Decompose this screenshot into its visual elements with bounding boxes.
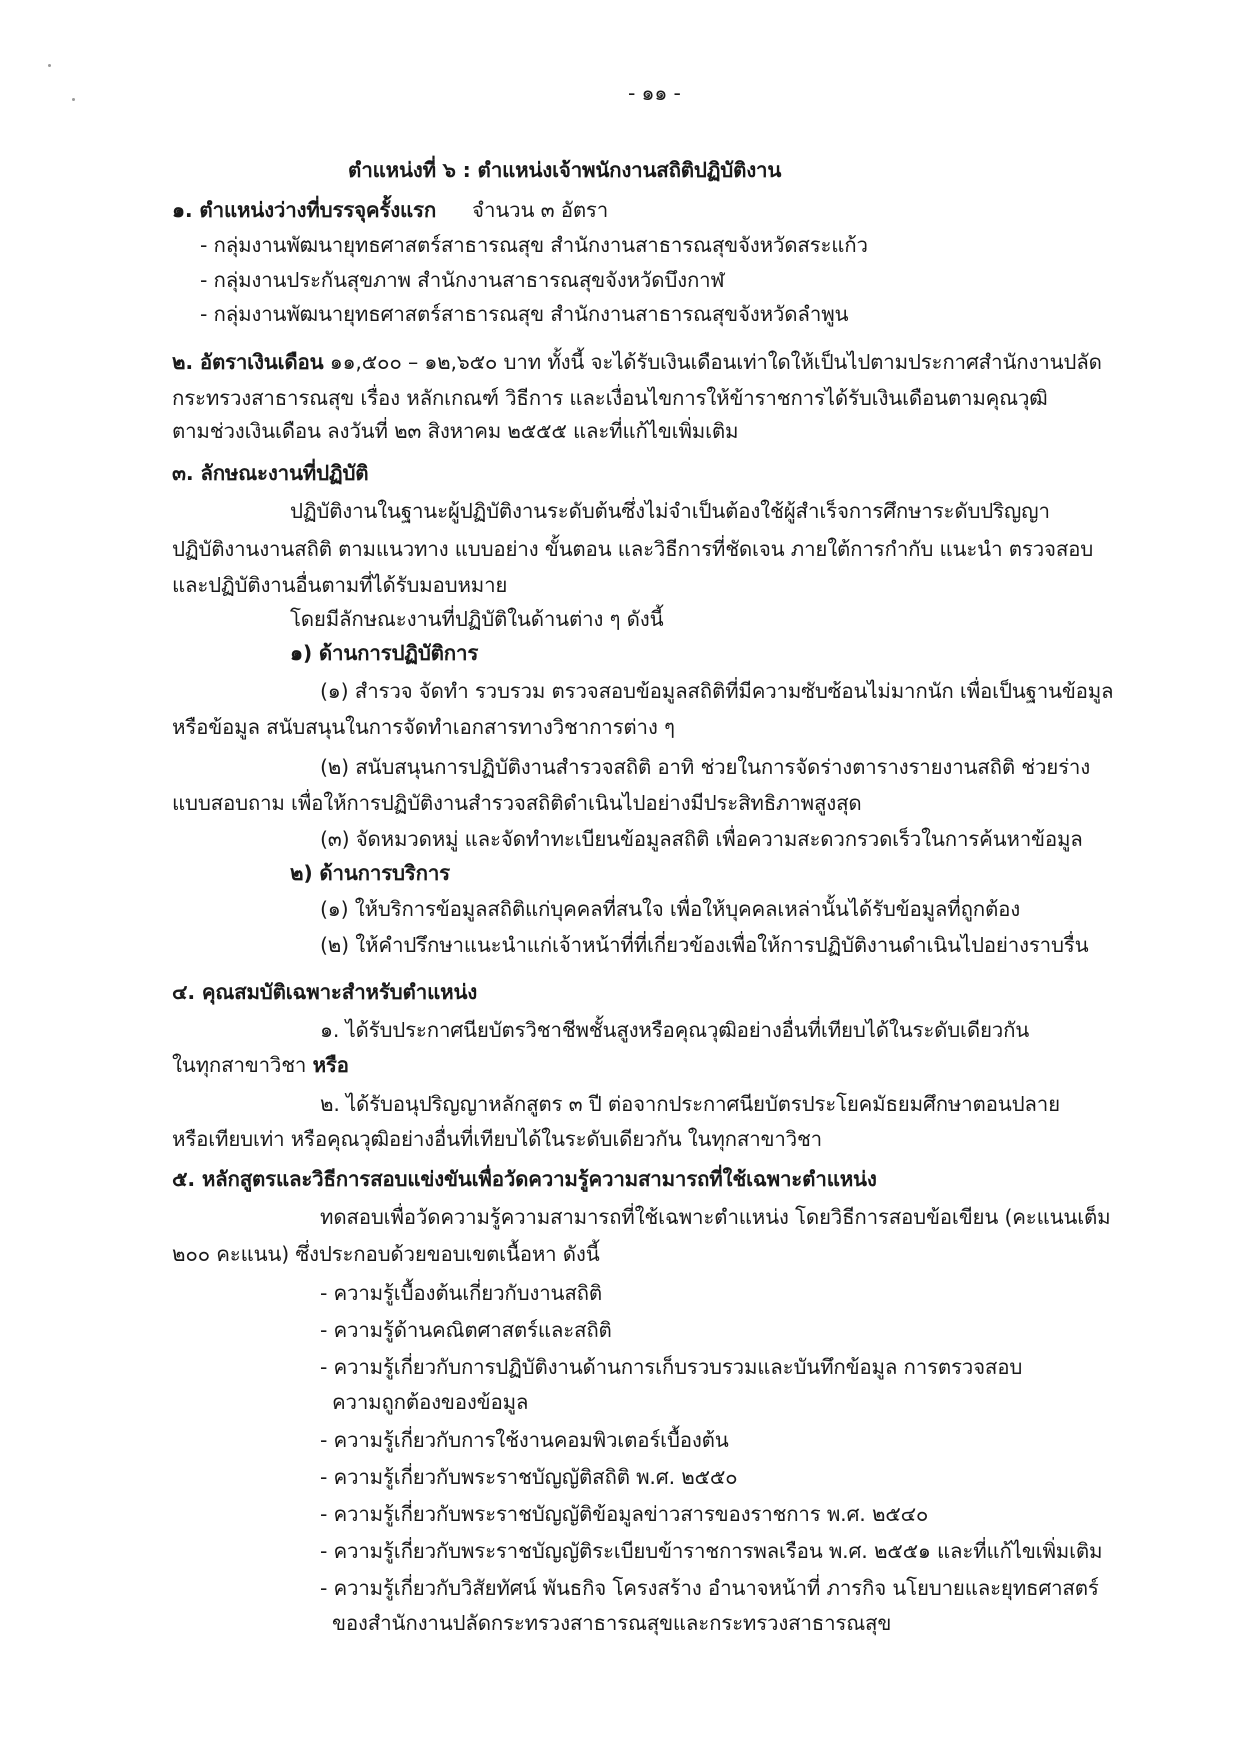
subsection-heading: ๒) ด้านการบริการ [290,861,450,885]
list-item-continuation: ของสำนักงานปลัดกระทรวงสาธารณสุขและกระทรวงสาธารณสุข [332,1611,892,1635]
subsection-heading: ๑) ด้านการปฏิบัติการ [290,641,479,665]
section-2-line [172,345,1102,379]
paragraph-line: (๑) สำรวจ จัดทำ รวบรวม ตรวจสอบข้อมูลสถิติที่มีความซับซ้อนไม่มากนัก เพื่อเป็นฐานข้อมูล [320,679,1114,703]
paragraph-line: ๒. ได้รับอนุปริญญาหลักสูตร ๓ ปี ต่อจากประกาศนียบัตรประโยคมัธยมศึกษาตอนปลาย [320,1092,1060,1116]
list-item: - ความรู้เกี่ยวกับพระราชบัญญัติสถิติ พ.ศ. ๒๕๕๐ [320,1465,738,1489]
paragraph-line: แบบสอบถาม เพื่อให้การปฏิบัติงานสำรวจสถิติดำเนินไปอย่างมีประสิทธิภาพสูงสุด [172,791,862,815]
list-item: - ความรู้เบื้องต้นเกี่ยวกับงานสถิติ [320,1281,602,1305]
paragraph-line: ปฏิบัติงานในฐานะผู้ปฏิบัติงานระดับต้นซึ่งไม่จำเป็นต้องใช้ผู้สำเร็จการศึกษาระดับปริญญา [290,499,1050,523]
paragraph-line: โดยมีลักษณะงานที่ปฏิบัติในด้านต่าง ๆ ดังนี้ [290,607,664,631]
section-5-heading: ๕. หลักสูตรและวิธีการสอบแข่งขันเพื่อวัดความรู้ความสามารถที่ใช้เฉพาะตำแหน่ง [172,1167,877,1191]
list-item: - กลุ่มงานพัฒนายุทธศาสตร์สาธารณสุข สำนักงานสาธารณสุขจังหวัดสระแก้ว [200,233,868,257]
section-2-heading: ๒. อัตราเงินเดือน [172,350,324,374]
paragraph-line: ๑. ได้รับประกาศนียบัตรวิชาชีพชั้นสูงหรือคุณวุฒิอย่างอื่นที่เทียบได้ในระดับเดียวกัน [320,1018,1030,1042]
section-2-text: ๑๑,๕๐๐ – ๑๒,๖๕๐ บาท ทั้งนี้ จะได้รับเงินเดือนเท่าใดให้เป็นไปตามประกาศสำนักงานปลัด [329,350,1102,374]
list-item: - ความรู้ด้านคณิตศาสตร์และสถิติ [320,1318,612,1342]
list-item: - ความรู้เกี่ยวกับพระราชบัญญัติระเบียบข้าราชการพลเรือน พ.ศ. ๒๕๕๑ และที่แก้ไขเพิ่มเติม [320,1539,1103,1563]
paragraph-line: ทดสอบเพื่อวัดความรู้ความสามารถที่ใช้เฉพาะตำแหน่ง โดยวิธีการสอบข้อเขียน (คะแนนเต็ม [320,1205,1111,1229]
or-keyword: หรือ [312,1053,349,1077]
list-item: - ความรู้เกี่ยวกับพระราชบัญญัติข้อมูลข่าวสารของราชการ พ.ศ. ๒๕๔๐ [320,1502,929,1526]
paragraph-line: (๒) สนับสนุนการปฏิบัติงานสำรวจสถิติ อาทิ ช่วยในการจัดร่างตารางรายงานสถิติ ช่วยร่าง [320,755,1091,779]
paragraph-line: หรือเทียบเท่า หรือคุณวุฒิอย่างอื่นที่เทียบได้ในระดับเดียวกัน ในทุกสาขาวิชา [172,1127,822,1151]
list-item: - ความรู้เกี่ยวกับการใช้งานคอมพิวเตอร์เบื้องต้น [320,1428,729,1452]
section-1-count: จำนวน ๓ อัตรา [472,198,609,222]
section-4-heading: ๔. คุณสมบัติเฉพาะสำหรับตำแหน่ง [172,980,478,1004]
paragraph-line: (๓) จัดหมวดหมู่ และจัดทำทะเบียนข้อมูลสถิติ เพื่อความสะดวกรวดเร็วในการค้นหาข้อมูล [320,827,1083,851]
paragraph-line: (๑) ให้บริการข้อมูลสถิติแก่บุคคลที่สนใจ เพื่อให้บุคคลเหล่านั้นได้รับข้อมูลที่ถูกต้อง [320,897,1021,921]
paragraph-line [172,1048,349,1082]
section-1-heading: ๑. ตำแหน่งว่างที่บรรจุครั้งแรก [172,198,437,222]
list-item: - ความรู้เกี่ยวกับวิสัยทัศน์ พันธกิจ โครงสร้าง อำนาจหน้าที่ ภารกิจ นโยบายและยุทธศาสตร์ [320,1576,1099,1600]
section-3-heading: ๓. ลักษณะงานที่ปฏิบัติ [172,461,369,485]
scan-speck [48,64,51,67]
section-2-text: กระทรวงสาธารณสุข เรื่อง หลักเกณฑ์ วิธีการ และเงื่อนไขการให้ข้าราชการได้รับเงินเดือนตามคุณวุฒิ [172,386,1048,410]
scan-speck [72,98,75,101]
paragraph-line: (๒) ให้คำปรึกษาแนะนำแก่เจ้าหน้าที่ที่เกี่ยวข้องเพื่อให้การปฏิบัติงานดำเนินไปอย่างราบรื่น [320,933,1089,957]
section-2-text: ตามช่วงเงินเดือน ลงวันที่ ๒๓ สิงหาคม ๒๕๕๕ และที่แก้ไขเพิ่มเติม [172,419,739,443]
page-title: ตำแหน่งที่ ๖ : ตำแหน่งเจ้าพนักงานสถิติปฏิบัติงาน [348,158,782,182]
page-number: - ๑๑ - [628,81,681,105]
list-item: - กลุ่มงานประกันสุขภาพ สำนักงานสาธารณสุขจังหวัดบึงกาฬ [200,268,725,292]
list-item: - ความรู้เกี่ยวกับการปฏิบัติงานด้านการเก็บรวบรวมและบันทึกข้อมูล การตรวจสอบ [320,1355,1023,1379]
paragraph-text: ในทุกสาขาวิชา [172,1053,307,1077]
paragraph-line: หรือข้อมูล สนับสนุนในการจัดทำเอกสารทางวิชาการต่าง ๆ [172,715,675,739]
paragraph-line: ๒๐๐ คะแนน) ซึ่งประกอบด้วยขอบเขตเนื้อหา ดังนี้ [172,1242,600,1266]
list-item: - กลุ่มงานพัฒนายุทธศาสตร์สาธารณสุข สำนักงานสาธารณสุขจังหวัดลำพูน [200,302,849,326]
paragraph-line: และปฏิบัติงานอื่นตามที่ได้รับมอบหมาย [172,573,508,597]
list-item-continuation: ความถูกต้องของข้อมูล [332,1390,529,1414]
paragraph-line: ปฏิบัติงานงานสถิติ ตามแนวทาง แบบอย่าง ขั้นตอน และวิธีการที่ชัดเจน ภายใต้การกำกับ แนะนำ ตรวจสอบ [172,537,1094,561]
